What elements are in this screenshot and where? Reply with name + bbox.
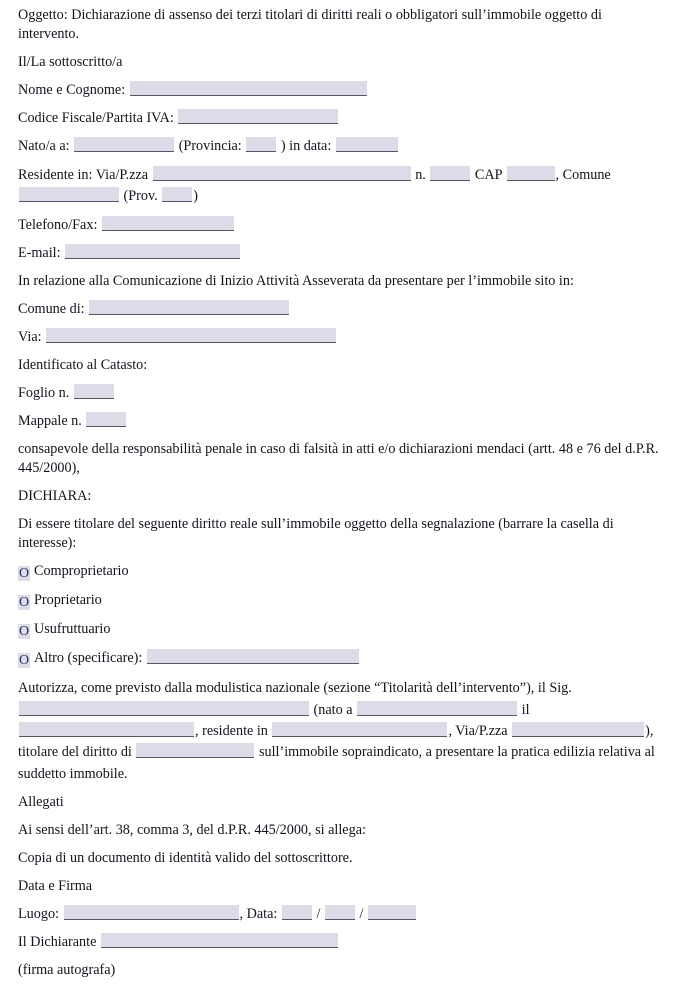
phone-label: Telefono/Fax:: [18, 216, 98, 233]
radio-icon[interactable]: O: [18, 653, 30, 669]
declarant-input[interactable]: [101, 933, 338, 948]
name-input[interactable]: [130, 81, 367, 96]
province-open-paren: (Provincia:: [178, 138, 242, 155]
street-number-input[interactable]: [430, 166, 470, 181]
option-comproprietario[interactable]: [18, 562, 666, 581]
date-separator-2: /: [359, 905, 364, 922]
name-label: Nome e Cognome:: [18, 82, 126, 99]
street-number-label: n.: [415, 167, 426, 184]
authorization-tail: sull’immobile sopraindicato, a presentare la pratica edilizia relativa al suddetto immobile.: [18, 744, 655, 782]
comune-input[interactable]: [19, 187, 119, 202]
subject-paragraph: Oggetto: Dichiarazione di assenso dei terzi titolari di diritti reali o obbligatori sull’immobile oggetto di intervento.: [18, 7, 602, 43]
authorized-street-label: , Via/P.zza: [448, 722, 508, 739]
birth-row: [18, 137, 666, 156]
undersigned-intro: Il/La sottoscritto/a: [18, 54, 123, 71]
attachments-heading: Allegati: [18, 793, 64, 810]
year-input[interactable]: [368, 905, 416, 920]
authorized-resident-input[interactable]: [272, 722, 447, 737]
parcel-label: Mappale n.: [18, 413, 82, 429]
option-label: Usufruttuario: [34, 621, 111, 638]
radio-icon[interactable]: O: [18, 566, 30, 582]
option-proprietario[interactable]: [18, 591, 666, 610]
born-open-paren: (nato a: [313, 701, 353, 718]
fiscal-code-label: Codice Fiscale/Partita IVA:: [18, 110, 174, 127]
parcel-row: [18, 412, 666, 431]
authorized-street-input[interactable]: [512, 722, 644, 737]
fiscal-code-row: [18, 109, 666, 128]
born-in-input[interactable]: [74, 137, 174, 152]
date-label: , Data:: [239, 905, 278, 922]
residence-label: Residente in: Via/P.zza: [18, 167, 149, 184]
authorized-name-input[interactable]: [19, 701, 309, 716]
signature-heading: Data e Firma: [18, 877, 93, 894]
authorized-birthplace-input[interactable]: [357, 701, 517, 716]
option-usufruttuario[interactable]: [18, 620, 666, 639]
phone-row: [18, 216, 666, 235]
authorized-right-input[interactable]: [136, 743, 254, 758]
option-label: Comproprietario: [34, 563, 129, 580]
authorization-paragraph: [18, 678, 666, 784]
document-body: [18, 6, 666, 989]
prov-input[interactable]: [162, 187, 192, 202]
date-separator-1: /: [316, 905, 321, 922]
fiscal-code-input[interactable]: [178, 109, 338, 124]
authorization-comma: ,: [195, 722, 199, 739]
sheet-row: [18, 384, 666, 403]
property-intro: In relazione alla Comunicazione di Inizio Attività Asseverata da presentare per l’immobile sito in:: [18, 272, 574, 289]
sheet-label: Foglio n.: [18, 384, 70, 401]
parcel-input[interactable]: [86, 412, 126, 427]
prov-close-paren: ): [193, 188, 198, 205]
authorized-born-on-label: il: [521, 701, 530, 718]
residence-street-input[interactable]: [153, 166, 411, 181]
email-row: [18, 244, 666, 263]
name-row: [18, 81, 666, 100]
property-via-input[interactable]: [46, 328, 336, 343]
attachments-intro: Ai sensi dell’art. 38, comma 3, del d.P.R. 445/2000, si allega:: [18, 821, 366, 838]
email-label: E-mail:: [18, 244, 61, 261]
radio-icon[interactable]: O: [18, 624, 30, 640]
sheet-input[interactable]: [74, 384, 114, 399]
cadastre-label: Identificato al Catasto:: [18, 356, 148, 373]
declares-heading: DICHIARA:: [18, 488, 92, 505]
authorized-resident-label: residente in: [202, 722, 268, 739]
attachments-item: Copia di un documento di identità valido del sottoscrittore.: [18, 849, 353, 866]
born-on-label: in data:: [289, 138, 332, 155]
authorization-close-paren: ), titolare del diritto di: [18, 722, 654, 761]
province-input[interactable]: [246, 137, 276, 152]
place-input[interactable]: [64, 905, 239, 920]
residence-row: [18, 165, 666, 208]
prov-open-paren: (Prov.: [123, 188, 158, 205]
declarant-label: Il Dichiarante: [18, 933, 97, 950]
email-input[interactable]: [65, 244, 240, 259]
awareness-paragraph: consapevole della responsabilità penale in caso di falsità in atti e/o dichiarazioni mendaci (artt. 48 e 76 del d.P.R. 445/2000),: [18, 441, 659, 477]
option-altro-input[interactable]: [147, 649, 359, 664]
month-input[interactable]: [325, 905, 355, 920]
zip-label: CAP: [474, 167, 502, 184]
property-comune-label: Comune di:: [18, 300, 85, 317]
right-intro: Di essere titolare del seguente diritto reale sull’immobile oggetto della segnalazione (barrare la casella di interesse):: [18, 516, 614, 552]
radio-icon[interactable]: O: [18, 595, 30, 611]
signature-note: (firma autografa): [18, 961, 116, 978]
born-in-label: Nato/a a:: [18, 138, 70, 155]
option-altro[interactable]: [18, 649, 666, 668]
authorized-birthdate-input[interactable]: [19, 722, 194, 737]
property-via-label: Via:: [18, 328, 42, 345]
place-label: Luogo:: [18, 905, 59, 922]
property-via-row: [18, 328, 666, 347]
declarant-row: [18, 933, 666, 952]
property-comune-row: [18, 300, 666, 319]
phone-input[interactable]: [102, 216, 234, 231]
signature-place-row: [18, 905, 666, 924]
province-close-paren: ): [280, 138, 286, 155]
property-comune-input[interactable]: [89, 300, 289, 315]
option-label: Proprietario: [34, 592, 102, 609]
comune-label: , Comune: [555, 167, 611, 184]
day-input[interactable]: [282, 905, 312, 920]
born-on-input[interactable]: [336, 137, 398, 152]
zip-input[interactable]: [507, 166, 555, 181]
authorization-intro: Autorizza, come previsto dalla modulistica nazionale (sezione “Titolarità dell’intervento”), il Sig.: [18, 680, 572, 697]
option-label: Altro (specificare):: [34, 650, 143, 667]
